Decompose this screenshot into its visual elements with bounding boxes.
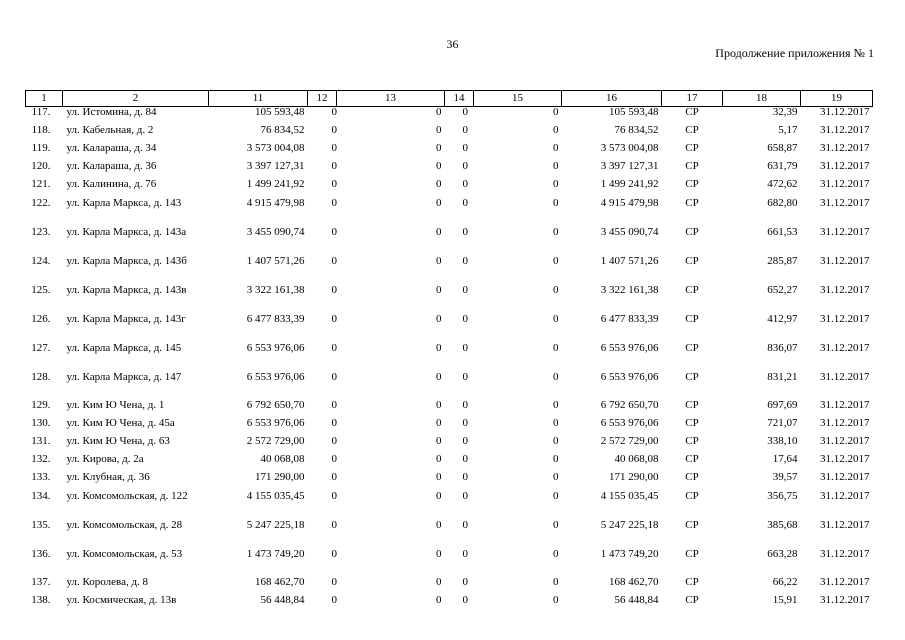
- cell-c15: 0: [553, 577, 559, 588]
- cell-c17: СР: [685, 226, 699, 238]
- cell-c14: 0: [462, 595, 468, 606]
- cell-c19: 31.12.2017: [820, 143, 870, 154]
- cell-c19: 31.12.2017: [820, 400, 870, 411]
- cell-c11: 56 448,84: [260, 595, 305, 606]
- cell-addr: ул. Калараша, д. 34: [66, 143, 157, 154]
- cell-c19: 31.12.2017: [820, 371, 870, 383]
- cell-c19: 31.12.2017: [820, 436, 870, 447]
- cell-c18: 39,57: [772, 472, 798, 483]
- cell-c17: СР: [685, 106, 699, 118]
- cell-c15: 0: [553, 179, 559, 190]
- cell-c18: 836,07: [767, 342, 798, 354]
- cell-c19: 31.12.2017: [820, 284, 870, 296]
- cell-c11: 105 593,48: [255, 106, 305, 118]
- cell-c13: 0: [436, 143, 442, 154]
- cell-c17: СР: [685, 161, 699, 172]
- table-row: [26, 107, 873, 126]
- cell-n: 132.: [31, 454, 51, 465]
- cell-c11: 4 155 035,45: [246, 490, 305, 502]
- cell-c15: 0: [553, 197, 559, 209]
- cell-c16: 1 473 749,20: [600, 548, 659, 560]
- cell-c12: 0: [331, 226, 337, 238]
- col-header: 11: [209, 91, 308, 107]
- cell-c12: 0: [331, 436, 337, 447]
- cell-c14: 0: [462, 519, 468, 531]
- cell-c18: 697,69: [767, 400, 798, 411]
- cell-c16: 1 407 571,26: [600, 255, 659, 267]
- cell-c14: 0: [462, 161, 468, 172]
- cell-c16: 6 553 976,06: [600, 418, 659, 429]
- cell-c18: 631,79: [767, 161, 798, 172]
- cell-c18: 285,87: [767, 255, 798, 267]
- table-row: [26, 161, 873, 179]
- header-row: [26, 91, 873, 107]
- col-header: 19: [801, 91, 873, 107]
- cell-addr: ул. Карла Маркса, д. 143а: [66, 226, 187, 238]
- table-row: [26, 226, 873, 255]
- cell-c13: 0: [436, 548, 442, 560]
- cell-n: 122.: [31, 197, 51, 209]
- cell-n: 134.: [31, 490, 51, 502]
- cell-c13: 0: [436, 454, 442, 465]
- cell-c14: 0: [462, 255, 468, 267]
- cell-c11: 3 573 004,08: [246, 143, 305, 154]
- cell-c14: 0: [462, 577, 468, 588]
- cell-c13: 0: [436, 161, 442, 172]
- cell-c15: 0: [553, 161, 559, 172]
- cell-addr: ул. Королева, д. 8: [66, 577, 149, 588]
- cell-c17: СР: [685, 400, 699, 411]
- cell-c11: 6 792 650,70: [246, 400, 305, 411]
- cell-c19: 31.12.2017: [820, 472, 870, 483]
- col-header: 14: [445, 91, 474, 107]
- cell-c14: 0: [462, 197, 468, 209]
- cell-c12: 0: [331, 197, 337, 209]
- cell-c13: 0: [436, 436, 442, 447]
- cell-c17: СР: [685, 490, 699, 502]
- cell-c15: 0: [553, 143, 559, 154]
- cell-c19: 31.12.2017: [820, 577, 870, 588]
- cell-c11: 171 290,00: [255, 472, 305, 483]
- cell-c15: 0: [553, 125, 559, 136]
- cell-c12: 0: [331, 472, 337, 483]
- cell-n: 127.: [31, 342, 51, 354]
- cell-c16: 56 448,84: [614, 595, 659, 606]
- cell-c13: 0: [436, 255, 442, 267]
- cell-c12: 0: [331, 313, 337, 325]
- cell-c11: 6 553 976,06: [246, 371, 305, 383]
- table-row: [26, 313, 873, 342]
- cell-c18: 663,28: [767, 548, 798, 560]
- cell-c17: СР: [685, 143, 699, 154]
- cell-c12: 0: [331, 454, 337, 465]
- cell-c13: 0: [436, 125, 442, 136]
- cell-addr: ул. Карла Маркса, д. 143г: [66, 313, 186, 325]
- cell-c19: 31.12.2017: [820, 255, 870, 267]
- cell-c12: 0: [331, 548, 337, 560]
- cell-c11: 1 499 241,92: [246, 179, 305, 190]
- cell-c13: 0: [436, 490, 442, 502]
- cell-n: 135.: [31, 519, 51, 531]
- cell-c16: 6 477 833,39: [600, 313, 659, 325]
- cell-c17: СР: [685, 284, 699, 296]
- cell-c18: 356,75: [767, 490, 798, 502]
- table-row: [26, 472, 873, 490]
- table-row: [26, 454, 873, 472]
- cell-c13: 0: [436, 106, 442, 118]
- cell-c13: 0: [436, 371, 442, 383]
- cell-c14: 0: [462, 472, 468, 483]
- cell-c14: 0: [462, 342, 468, 354]
- cell-c18: 652,27: [767, 284, 798, 296]
- cell-c16: 40 068,08: [614, 454, 659, 465]
- cell-n: 130.: [31, 418, 51, 429]
- cell-addr: ул. Ким Ю Чена, д. 45а: [66, 418, 175, 429]
- cell-c15: 0: [553, 106, 559, 118]
- cell-c12: 0: [331, 106, 337, 118]
- cell-c15: 0: [553, 255, 559, 267]
- table-row: [26, 197, 873, 226]
- col-header: 12: [308, 91, 337, 107]
- cell-addr: ул. Карла Маркса, д. 143б: [66, 255, 187, 267]
- cell-c16: 5 247 225,18: [600, 519, 659, 531]
- cell-c12: 0: [331, 342, 337, 354]
- cell-c19: 31.12.2017: [820, 454, 870, 465]
- cell-c12: 0: [331, 418, 337, 429]
- cell-addr: ул. Кирова, д. 2а: [66, 454, 144, 465]
- cell-c14: 0: [462, 490, 468, 502]
- cell-c17: СР: [685, 125, 699, 136]
- cell-c11: 40 068,08: [260, 454, 305, 465]
- cell-c13: 0: [436, 313, 442, 325]
- cell-c18: 338,10: [767, 436, 798, 447]
- cell-n: 133.: [31, 472, 51, 483]
- cell-c16: 6 553 976,06: [600, 342, 659, 354]
- cell-c15: 0: [553, 436, 559, 447]
- cell-addr: ул. Кабельная, д. 2: [66, 125, 154, 136]
- cell-c13: 0: [436, 418, 442, 429]
- cell-n: 128.: [31, 371, 51, 383]
- table-row: [26, 284, 873, 313]
- cell-addr: ул. Ким Ю Чена, д. 63: [66, 436, 170, 447]
- cell-addr: ул. Клубная, д. 36: [66, 472, 150, 483]
- cell-c12: 0: [331, 595, 337, 606]
- cell-c14: 0: [462, 106, 468, 118]
- cell-c15: 0: [553, 472, 559, 483]
- table-row: [26, 577, 873, 595]
- cell-c14: 0: [462, 454, 468, 465]
- cell-c18: 385,68: [767, 519, 798, 531]
- cell-c16: 168 462,70: [609, 577, 659, 588]
- cell-c13: 0: [436, 179, 442, 190]
- cell-c16: 105 593,48: [609, 106, 659, 118]
- cell-c19: 31.12.2017: [820, 161, 870, 172]
- cell-c15: 0: [553, 519, 559, 531]
- cell-c17: СР: [685, 519, 699, 531]
- cell-c19: 31.12.2017: [820, 313, 870, 325]
- cell-c17: СР: [685, 472, 699, 483]
- cell-c19: 31.12.2017: [820, 418, 870, 429]
- cell-c12: 0: [331, 490, 337, 502]
- cell-c13: 0: [436, 284, 442, 296]
- cell-c17: СР: [685, 371, 699, 383]
- cell-c17: СР: [685, 179, 699, 190]
- cell-n: 117.: [31, 106, 51, 118]
- cell-c17: СР: [685, 577, 699, 588]
- cell-c16: 3 322 161,38: [600, 284, 659, 296]
- cell-c16: 2 572 729,00: [600, 436, 659, 447]
- cell-c11: 3 455 090,74: [246, 226, 305, 238]
- cell-c19: 31.12.2017: [820, 226, 870, 238]
- cell-c11: 5 247 225,18: [246, 519, 305, 531]
- cell-c18: 5,17: [778, 125, 798, 136]
- cell-c14: 0: [462, 371, 468, 383]
- cell-c17: СР: [685, 454, 699, 465]
- cell-c11: 76 834,52: [260, 125, 305, 136]
- cell-c12: 0: [331, 284, 337, 296]
- cell-c12: 0: [331, 519, 337, 531]
- cell-c15: 0: [553, 371, 559, 383]
- cell-addr: ул. Истомина, д. 84: [66, 106, 157, 118]
- cell-c17: СР: [685, 255, 699, 267]
- cell-addr: ул. Комсомольская, д. 28: [66, 519, 183, 531]
- cell-c11: 168 462,70: [255, 577, 305, 588]
- cell-addr: ул. Калинина, д. 76: [66, 179, 157, 190]
- table-row: [26, 255, 873, 284]
- cell-c16: 6 792 650,70: [600, 400, 659, 411]
- data-table: [25, 90, 873, 613]
- cell-c11: 6 553 976,06: [246, 342, 305, 354]
- cell-addr: ул. Комсомольская, д. 53: [66, 548, 183, 560]
- table-row: [26, 519, 873, 548]
- cell-addr: ул. Ким Ю Чена, д. 1: [66, 400, 165, 411]
- cell-c12: 0: [331, 161, 337, 172]
- table-body: [26, 107, 873, 614]
- cell-c11: 4 915 479,98: [246, 197, 305, 209]
- cell-c19: 31.12.2017: [820, 519, 870, 531]
- appendix-continuation: Продолжение приложения № 1: [715, 46, 874, 60]
- col-header: 2: [63, 91, 209, 107]
- cell-addr: ул. Комсомольская, д. 122: [66, 490, 188, 502]
- cell-c15: 0: [553, 490, 559, 502]
- col-header: 1: [26, 91, 63, 107]
- cell-addr: ул. Космическая, д. 13в: [66, 595, 177, 606]
- cell-c11: 3 397 127,31: [246, 161, 305, 172]
- cell-c14: 0: [462, 226, 468, 238]
- cell-c18: 66,22: [772, 577, 798, 588]
- table-row: [26, 179, 873, 197]
- cell-c11: 6 477 833,39: [246, 313, 305, 325]
- col-header: 16: [562, 91, 662, 107]
- cell-c11: 3 322 161,38: [246, 284, 305, 296]
- cell-c18: 831,21: [767, 371, 798, 383]
- cell-n: 118.: [31, 125, 51, 136]
- cell-c15: 0: [553, 400, 559, 411]
- cell-c15: 0: [553, 226, 559, 238]
- cell-c16: 6 553 976,06: [600, 371, 659, 383]
- cell-c15: 0: [553, 418, 559, 429]
- cell-n: 129.: [31, 400, 51, 411]
- table-row: [26, 436, 873, 454]
- cell-c13: 0: [436, 472, 442, 483]
- cell-n: 126.: [31, 313, 51, 325]
- cell-c11: 2 572 729,00: [246, 436, 305, 447]
- col-header: 17: [662, 91, 723, 107]
- cell-n: 120.: [31, 161, 51, 172]
- cell-c15: 0: [553, 313, 559, 325]
- cell-c15: 0: [553, 342, 559, 354]
- cell-c12: 0: [331, 400, 337, 411]
- cell-c14: 0: [462, 179, 468, 190]
- cell-c15: 0: [553, 595, 559, 606]
- cell-c14: 0: [462, 436, 468, 447]
- cell-c17: СР: [685, 313, 699, 325]
- cell-addr: ул. Карла Маркса, д. 145: [66, 342, 182, 354]
- cell-c14: 0: [462, 125, 468, 136]
- cell-n: 125.: [31, 284, 51, 296]
- cell-n: 138.: [31, 595, 51, 606]
- cell-n: 119.: [31, 143, 51, 154]
- cell-c13: 0: [436, 342, 442, 354]
- table-row: [26, 595, 873, 613]
- cell-c13: 0: [436, 226, 442, 238]
- cell-n: 121.: [31, 179, 51, 190]
- table-row: [26, 371, 873, 400]
- cell-c15: 0: [553, 284, 559, 296]
- cell-c19: 31.12.2017: [820, 125, 870, 136]
- cell-c16: 4 155 035,45: [600, 490, 659, 502]
- cell-c19: 31.12.2017: [820, 179, 870, 190]
- cell-c17: СР: [685, 197, 699, 209]
- cell-c13: 0: [436, 400, 442, 411]
- cell-c18: 412,97: [767, 313, 798, 325]
- cell-c19: 31.12.2017: [820, 342, 870, 354]
- cell-c17: СР: [685, 436, 699, 447]
- cell-c17: СР: [685, 342, 699, 354]
- cell-c11: 6 553 976,06: [246, 418, 305, 429]
- table-row: [26, 400, 873, 418]
- page-number: 36: [446, 37, 459, 51]
- cell-c18: 32,39: [772, 106, 798, 118]
- cell-c17: СР: [685, 595, 699, 606]
- cell-c16: 3 397 127,31: [600, 161, 659, 172]
- cell-c19: 31.12.2017: [820, 595, 870, 606]
- cell-c14: 0: [462, 418, 468, 429]
- cell-n: 137.: [31, 577, 51, 588]
- cell-c18: 682,80: [767, 197, 798, 209]
- cell-c17: СР: [685, 418, 699, 429]
- table-row: [26, 342, 873, 371]
- cell-c12: 0: [331, 125, 337, 136]
- cell-c18: 15,91: [772, 595, 798, 606]
- cell-n: 131.: [31, 436, 51, 447]
- table-row: [26, 125, 873, 143]
- cell-c15: 0: [553, 548, 559, 560]
- cell-c12: 0: [331, 255, 337, 267]
- cell-n: 136.: [31, 548, 51, 560]
- cell-c18: 17,64: [772, 454, 798, 465]
- cell-c14: 0: [462, 313, 468, 325]
- cell-addr: ул. Карла Маркса, д. 143в: [66, 284, 187, 296]
- cell-c18: 658,87: [767, 143, 798, 154]
- table-row: [26, 490, 873, 519]
- cell-c14: 0: [462, 548, 468, 560]
- cell-c18: 721,07: [767, 418, 798, 429]
- col-header: 13: [337, 91, 445, 107]
- col-header: 15: [474, 91, 562, 107]
- cell-c17: СР: [685, 548, 699, 560]
- cell-c19: 31.12.2017: [820, 197, 870, 209]
- cell-c13: 0: [436, 595, 442, 606]
- cell-c16: 76 834,52: [614, 125, 659, 136]
- cell-c16: 3 573 004,08: [600, 143, 659, 154]
- cell-addr: ул. Карла Маркса, д. 147: [66, 371, 182, 383]
- cell-addr: ул. Карла Маркса, д. 143: [66, 197, 182, 209]
- cell-c13: 0: [436, 519, 442, 531]
- cell-c14: 0: [462, 284, 468, 296]
- cell-c15: 0: [553, 454, 559, 465]
- cell-c12: 0: [331, 143, 337, 154]
- cell-c19: 31.12.2017: [820, 106, 870, 118]
- cell-c14: 0: [462, 143, 468, 154]
- table-row: [26, 143, 873, 161]
- cell-c13: 0: [436, 577, 442, 588]
- cell-c16: 1 499 241,92: [600, 179, 659, 190]
- cell-c12: 0: [331, 577, 337, 588]
- cell-c12: 0: [331, 371, 337, 383]
- cell-addr: ул. Калараша, д. 36: [66, 161, 157, 172]
- cell-c16: 171 290,00: [609, 472, 659, 483]
- cell-c12: 0: [331, 179, 337, 190]
- cell-c18: 661,53: [767, 226, 798, 238]
- cell-c16: 3 455 090,74: [600, 226, 659, 238]
- cell-n: 124.: [31, 255, 51, 267]
- cell-c19: 31.12.2017: [820, 548, 870, 560]
- table-row: [26, 418, 873, 436]
- cell-n: 123.: [31, 226, 51, 238]
- col-header: 18: [723, 91, 801, 107]
- cell-c11: 1 407 571,26: [246, 255, 305, 267]
- table-row: [26, 548, 873, 577]
- cell-c13: 0: [436, 197, 442, 209]
- cell-c19: 31.12.2017: [820, 490, 870, 502]
- cell-c16: 4 915 479,98: [600, 197, 659, 209]
- cell-c18: 472,62: [767, 179, 798, 190]
- cell-c11: 1 473 749,20: [246, 548, 305, 560]
- cell-c14: 0: [462, 400, 468, 411]
